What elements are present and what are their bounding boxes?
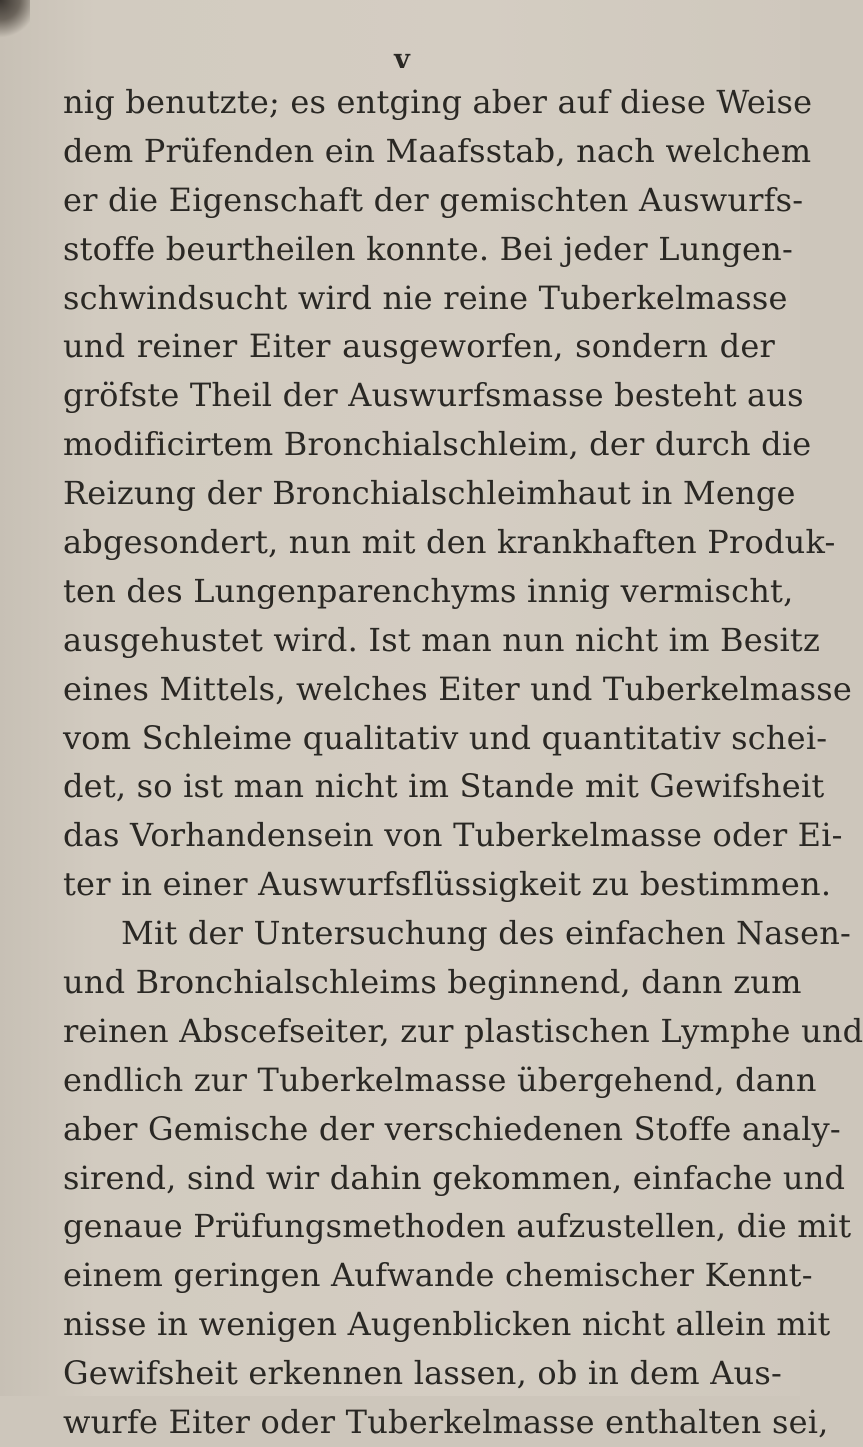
text-line: das Vorhandensein von Tuberkelmasse oder Ei-: [63, 816, 843, 855]
text-line: er die Eigenschaft der gemischten Auswurfs-: [63, 180, 804, 219]
text-line: Reizung der Bronchialschleimhaut in Menge: [63, 474, 796, 513]
text-line: gröfste Theil der Auswurfsmasse besteht aus: [63, 376, 804, 415]
text-line: vom Schleime qualitativ und quantitativ schei-: [63, 718, 828, 757]
text-line: schwindsucht wird nie reine Tuberkelmasse: [63, 278, 788, 317]
text-line: aber Gemische der verschiedenen Stoffe analy-: [63, 1109, 841, 1148]
page-number: v: [394, 44, 410, 75]
text-line: und reiner Eiter ausgeworfen, sondern der: [63, 327, 775, 366]
text-line: endlich zur Tuberkelmasse übergehend, dann: [63, 1060, 817, 1099]
text-line: wurfe Eiter oder Tuberkelmasse enthalten sei,: [63, 1403, 829, 1442]
text-line: nisse in wenigen Augenblicken nicht allein mit: [63, 1305, 831, 1344]
text-line: det, so ist man nicht im Stande mit Gewifsheit: [63, 767, 825, 806]
paragraph-start-line: Mit der Untersuchung des einfachen Nasen-: [121, 914, 852, 953]
text-line: einem geringen Aufwande chemischer Kennt-: [63, 1256, 813, 1295]
text-line: eines Mittels, welches Eiter und Tuberkelmasse: [63, 669, 852, 708]
text-line: abgesondert, nun mit den krankhaften Produk-: [63, 523, 836, 562]
text-line: stoffe beurtheilen konnte. Bei jeder Lungen-: [63, 229, 794, 268]
text-line: genaue Prüfungsmethoden aufzustellen, die mit: [63, 1207, 852, 1246]
text-line: ausgehustet wird. Ist man nun nicht im Besitz: [63, 620, 821, 659]
text-line: nig benutzte; es entging aber auf diese Weise: [63, 83, 813, 121]
text-line: und Bronchialschleims beginnend, dann zum: [63, 963, 802, 1002]
text-line: Gewifsheit erkennen lassen, ob in dem Aus-: [63, 1354, 782, 1393]
text-line: dem Prüfenden ein Maafsstab, nach welchem: [63, 131, 812, 170]
text-line: ten des Lungenparenchyms innig vermischt,: [63, 571, 794, 610]
text-line: modificirtem Bronchialschleim, der durch die: [63, 425, 812, 464]
text-line: reinen Abscefseiter, zur plastischen Lymphe und: [63, 1011, 863, 1050]
page-corner-shadow: [0, 0, 30, 40]
body-text: [63, 78, 863, 1447]
text-line: sirend, sind wir dahin gekommen, einfache und: [63, 1158, 846, 1197]
paragraph-end-line: ter in einer Auswurfsflüssigkeit zu bestimmen.: [63, 865, 832, 904]
